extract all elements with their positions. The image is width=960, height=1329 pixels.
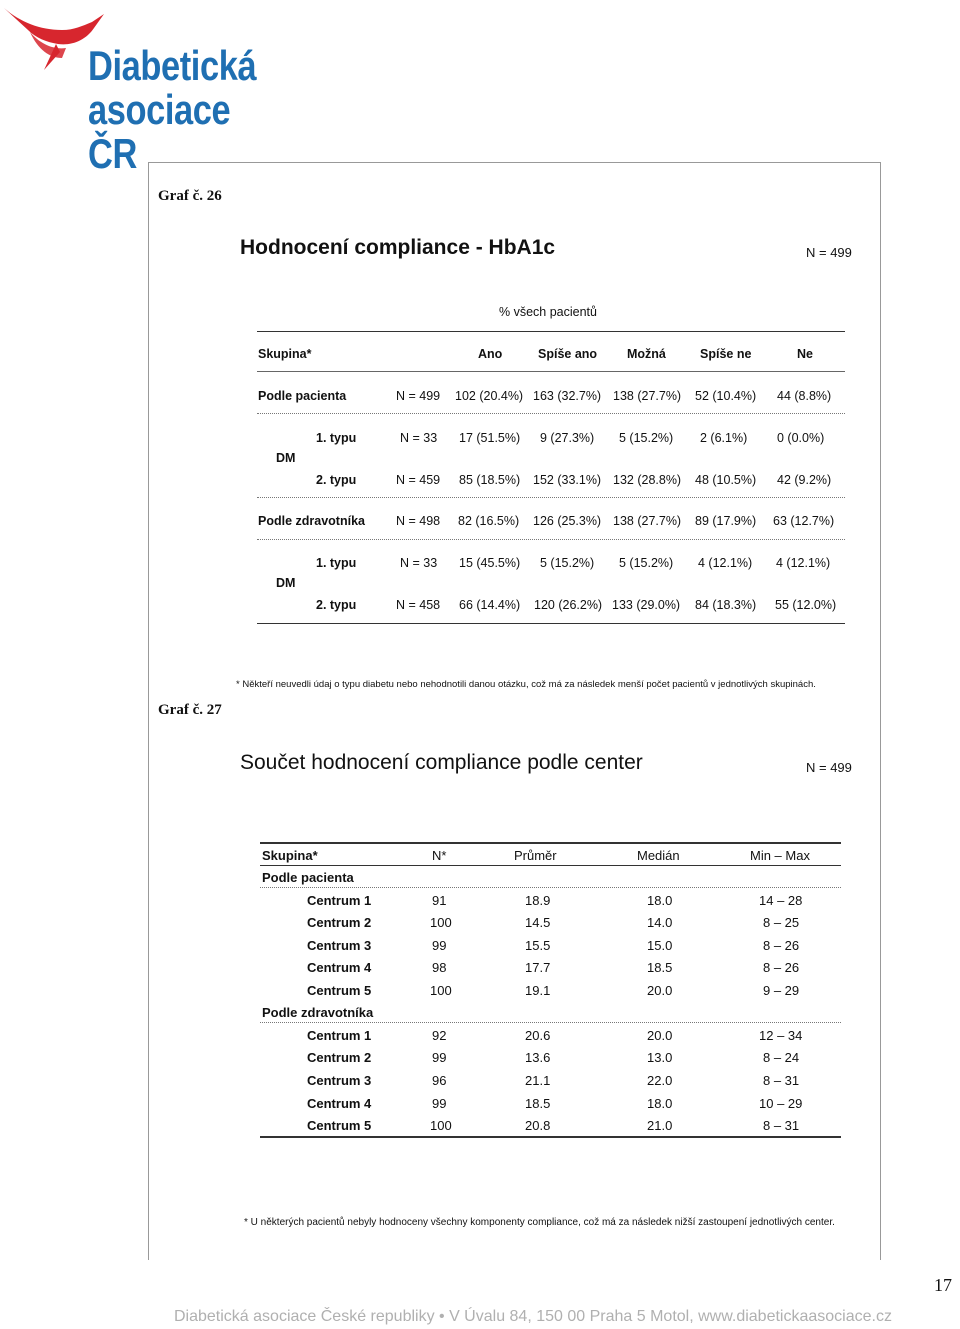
graf26-cell: 120 (26.2%)	[534, 598, 603, 612]
graf27-cell-n: 99	[432, 1096, 447, 1111]
graf26-header-spise-ne: Spíše ne	[700, 347, 752, 361]
graf26-cell: 2 (6.1%)	[700, 431, 748, 445]
graf27-n-total: N = 499	[806, 760, 852, 775]
graf26-table-bottom-rule	[257, 623, 845, 624]
graf26-cell: 42 (9.2%)	[777, 473, 832, 487]
graf26-cell: 138 (27.7%)	[613, 514, 682, 528]
graf26-cell: 5 (15.2%)	[619, 556, 674, 570]
graf26-header-ne: Ne	[797, 347, 813, 361]
graf26-row-n: N = 33	[400, 431, 438, 445]
graf27-cell-mean: 20.8	[525, 1118, 551, 1133]
graf26-row-n: N = 458	[396, 598, 441, 612]
graf27-header-n: N*	[432, 848, 447, 863]
graf26-row-label: 1. typu	[316, 431, 357, 445]
graf26-row-label: Podle zdravotníka	[258, 514, 365, 528]
graf27-label: Graf č. 27	[158, 702, 222, 718]
graf27-cell-minmax: 12 – 34	[759, 1028, 803, 1043]
graf27-cell-n: 99	[432, 1050, 447, 1065]
graf27-cell-n: 98	[432, 960, 447, 975]
graf26-cell: 132 (28.8%)	[613, 473, 682, 487]
graf27-header-group: Skupina*	[262, 848, 318, 863]
graf27-cell-mean: 20.6	[525, 1028, 551, 1043]
graf27-header-bottom-rule	[260, 865, 841, 866]
graf27-row-label: Centrum 4	[307, 1096, 372, 1111]
graf27-row-label: Centrum 3	[307, 938, 372, 953]
graf26-n-total: N = 499	[806, 245, 852, 260]
graf27-cell-mean: 17.7	[525, 960, 551, 975]
graf26-cell: 126 (25.3%)	[533, 514, 602, 528]
logo-text-line2: asociace ČR	[88, 86, 231, 177]
graf27-cell-median: 21.0	[647, 1118, 673, 1133]
graf26-cell: 89 (17.9%)	[695, 514, 757, 528]
graf27-cell-mean: 14.5	[525, 915, 551, 930]
graf27-cell-minmax: 9 – 29	[763, 983, 800, 998]
graf26-cell: 55 (12.0%)	[775, 598, 837, 612]
graf27-row-label: Centrum 5	[307, 1118, 372, 1133]
graf26-row-separator	[257, 413, 845, 414]
graf27-cell-n: 99	[432, 938, 447, 953]
logo-text-line1: Diabetická	[88, 42, 257, 89]
graf27-cell-minmax: 8 – 24	[763, 1050, 800, 1065]
graf27-cell-median: 20.0	[647, 1028, 673, 1043]
graf26-cell: 9 (27.3%)	[540, 431, 595, 445]
graf27-row-label: Centrum 3	[307, 1073, 372, 1088]
frame-left-border	[148, 162, 149, 1260]
graf26-row-separator	[257, 539, 845, 540]
graf26-cell: 152 (33.1%)	[533, 473, 602, 487]
page-number: 17	[934, 1275, 952, 1295]
graf27-header-median: Medián	[637, 848, 680, 863]
graf26-row-label: Podle pacienta	[258, 389, 347, 403]
graf27-cell-n: 92	[432, 1028, 447, 1043]
graf27-cell-median: 18.0	[647, 893, 673, 908]
graf27-header-mean: Průměr	[514, 848, 557, 863]
graf26-row-n: N = 499	[396, 389, 441, 403]
graf27-cell-n: 100	[430, 915, 452, 930]
graf26-row-label: 2. typu	[316, 598, 357, 612]
graf26-row-label: 2. typu	[316, 473, 357, 487]
graf26-dm-label: DM	[276, 451, 296, 465]
graf27-header-minmax: Min – Max	[750, 848, 810, 863]
graf27-row-label: Centrum 1	[307, 893, 372, 908]
graf26-header-ano: Ano	[478, 347, 503, 361]
graf27-cell-mean: 13.6	[525, 1050, 551, 1065]
frame-right-border	[880, 162, 881, 1260]
graf26-cell: 138 (27.7%)	[613, 389, 682, 403]
graf26-label: Graf č. 26	[158, 188, 222, 204]
graf27-cell-mean: 18.5	[525, 1096, 551, 1111]
graf27-cell-median: 18.5	[647, 960, 673, 975]
graf26-cell: 0 (0.0%)	[777, 431, 825, 445]
graf26-cell: 52 (10.4%)	[695, 389, 757, 403]
graf27-cell-n: 100	[430, 983, 452, 998]
graf26-cell: 133 (29.0%)	[612, 598, 681, 612]
graf26-row-separator	[257, 497, 845, 498]
graf27-cell-median: 20.0	[647, 983, 673, 998]
graf27-cell-minmax: 8 – 25	[763, 915, 800, 930]
graf27-section-separator	[260, 1022, 841, 1023]
graf27-cell-median: 22.0	[647, 1073, 673, 1088]
graf26-header-rule	[257, 331, 845, 332]
graf27-cell-mean: 21.1	[525, 1073, 551, 1088]
graf26-cell: 48 (10.5%)	[695, 473, 757, 487]
graf26-cell: 63 (12.7%)	[773, 514, 835, 528]
graf27-cell-median: 13.0	[647, 1050, 673, 1065]
graf26-subtitle: % všech pacientů	[499, 305, 597, 319]
graf27-row-label: Centrum 5	[307, 983, 372, 998]
graf27-title: Součet hodnocení compliance podle center	[240, 751, 643, 774]
graf26-footnote: * Někteří neuvedli údaj o typu diabetu nebo nehodnotili danou otázku, což má za následek menší počet pacientů v jednotlivých skupinách.	[236, 679, 816, 690]
graf27-section-podle-pacienta: Podle pacienta	[262, 870, 354, 885]
graf26-header-group: Skupina*	[258, 347, 312, 361]
graf27-header-top-rule	[260, 842, 841, 844]
graf27-cell-median: 15.0	[647, 938, 673, 953]
graf26-cell: 5 (15.2%)	[540, 556, 595, 570]
graf27-cell-minmax: 14 – 28	[759, 893, 803, 908]
graf27-table-bottom-rule	[260, 1136, 841, 1138]
graf26-title: Hodnocení compliance - HbA1c	[240, 236, 556, 259]
graf27-cell-mean: 15.5	[525, 938, 551, 953]
graf26-cell: 17 (51.5%)	[459, 431, 521, 445]
graf27-cell-minmax: 8 – 26	[763, 938, 800, 953]
graf26-cell: 85 (18.5%)	[459, 473, 521, 487]
graf27-footnote: * U některých pacientů nebyly hodnoceny všechny komponenty compliance, což má za následek nižší zastoupení jednotlivých center.	[244, 1217, 835, 1228]
graf27-cell-n: 96	[432, 1073, 447, 1088]
graf27-cell-n: 100	[430, 1118, 452, 1133]
graf27-row-label: Centrum 4	[307, 960, 372, 975]
page-footer: Diabetická asociace České republiky • V Úvalu 84, 150 00 Praha 5 Motol, www.diabetickaasociace.cz	[174, 1308, 892, 1325]
graf27-row-label: Centrum 1	[307, 1028, 372, 1043]
graf26-header-spise-ano: Spíše ano	[538, 347, 598, 361]
graf26-cell: 15 (45.5%)	[459, 556, 521, 570]
logo	[0, 0, 270, 177]
graf26-row-n: N = 33	[400, 556, 438, 570]
graf27-cell-n: 91	[432, 893, 447, 908]
graf27-cell-median: 18.0	[647, 1096, 673, 1111]
graf27-cell-mean: 18.9	[525, 893, 551, 908]
graf26-header-mozna: Možná	[627, 347, 666, 361]
graf27-cell-minmax: 8 – 31	[763, 1073, 800, 1088]
graf27-cell-median: 14.0	[647, 915, 673, 930]
graf27-section-separator	[260, 887, 841, 888]
graf26-cell: 84 (18.3%)	[695, 598, 757, 612]
graf26-row-n: N = 459	[396, 473, 441, 487]
graf27-cell-minmax: 10 – 29	[759, 1096, 803, 1111]
graf26-cell: 5 (15.2%)	[619, 431, 674, 445]
frame-top-border	[148, 162, 881, 163]
graf27-cell-minmax: 8 – 26	[763, 960, 800, 975]
graf27-row-label: Centrum 2	[307, 915, 372, 930]
graf26-cell: 4 (12.1%)	[698, 556, 753, 570]
graf26-cell: 44 (8.8%)	[777, 389, 832, 403]
graf27-section-podle-zdravotnika: Podle zdravotníka	[262, 1005, 374, 1020]
graf26-cell: 163 (32.7%)	[533, 389, 602, 403]
graf26-row-label: 1. typu	[316, 556, 357, 570]
graf27-cell-mean: 19.1	[525, 983, 551, 998]
graf26-dm-label: DM	[276, 576, 296, 590]
graf26-header-bottom-rule	[257, 371, 845, 372]
graf27-cell-minmax: 8 – 31	[763, 1118, 800, 1133]
graf26-cell: 102 (20.4%)	[455, 389, 524, 403]
graf26-cell: 66 (14.4%)	[459, 598, 521, 612]
graf26-cell: 4 (12.1%)	[776, 556, 831, 570]
graf26-row-n: N = 498	[396, 514, 441, 528]
graf26-cell: 82 (16.5%)	[458, 514, 520, 528]
graf27-row-label: Centrum 2	[307, 1050, 372, 1065]
